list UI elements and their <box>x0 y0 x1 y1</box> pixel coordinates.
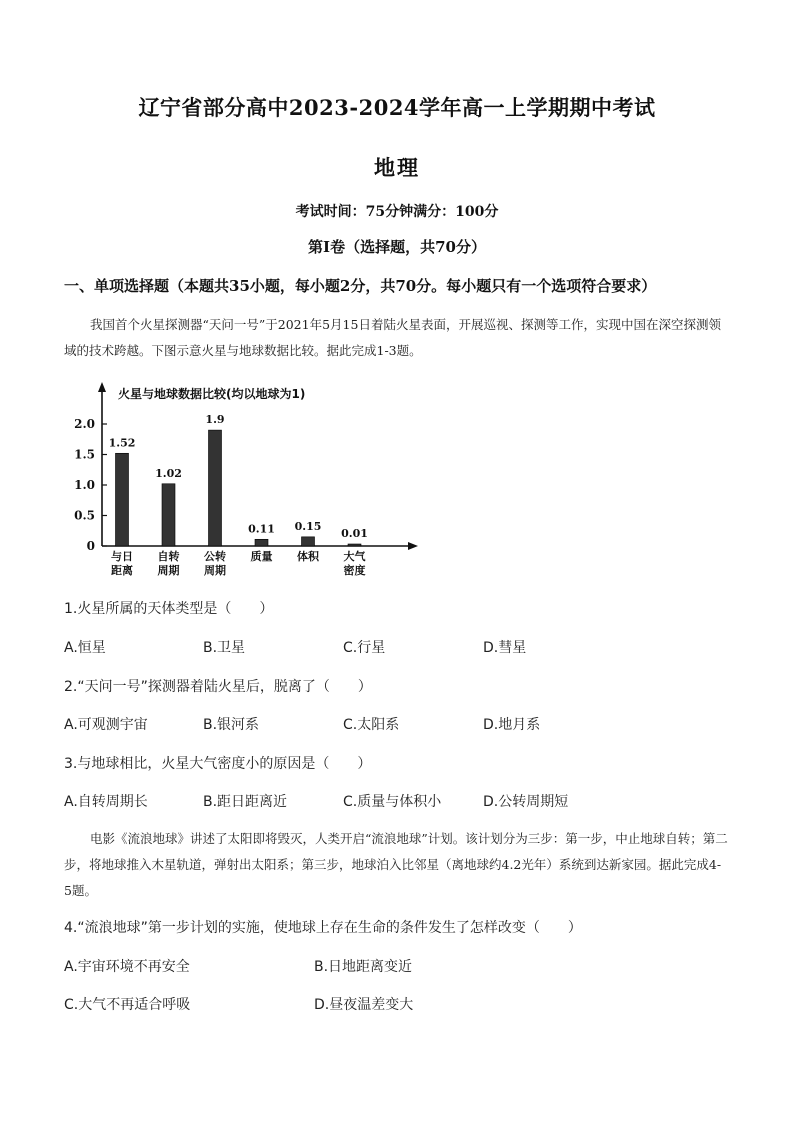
volume-heading: 第Ⅰ卷（选择题，共70分） <box>308 238 486 256</box>
x-label-4-line-1: 质量 <box>250 550 273 563</box>
q3-option-c[interactable]: C.质量与体积小 <box>343 794 442 810</box>
exam-title: 辽宁省部分高中2023-2024学年高一上学期期中考试 <box>138 95 656 120</box>
value-label-6: 0.01 <box>341 527 368 540</box>
x-label-2-line-1: 自转 <box>157 550 180 563</box>
q2-option-c[interactable]: C.太阳系 <box>343 717 400 733</box>
y-axis-arrow <box>98 382 106 392</box>
q3-option-d[interactable]: D.公转周期短 <box>483 794 569 810</box>
value-label-3: 1.9 <box>205 413 225 427</box>
subject-title: 地理 <box>374 155 420 180</box>
y-tick-label: 0.5 <box>74 508 95 523</box>
x-label-3-line-1: 公转 <box>204 550 226 563</box>
q4-option-d[interactable]: D.昼夜温差变大 <box>314 997 414 1013</box>
bar-6 <box>348 544 361 546</box>
question-2-stem: 2.“天问一号”探测器着陆火星后，脱离了（ ） <box>64 679 372 695</box>
q2-option-b[interactable]: B.银河系 <box>203 717 260 733</box>
x-axis-arrow <box>408 542 418 550</box>
question-1-stem: 1.火星所属的天体类型是（ ） <box>64 601 274 617</box>
q4-option-c[interactable]: C.大气不再适合呼吸 <box>64 997 191 1013</box>
x-label-6-line-2: 密度 <box>343 564 366 576</box>
x-label-2-line-2: 周期 <box>157 564 180 576</box>
q1-option-c[interactable]: C.行星 <box>343 640 386 656</box>
exam-info: 考试时间：75分钟满分：100分 <box>295 204 499 220</box>
q1-option-b[interactable]: B.卫星 <box>203 640 246 656</box>
x-label-6-line-1: 大气 <box>343 550 366 563</box>
bars <box>116 430 362 546</box>
x-labels <box>111 549 366 576</box>
q2-option-a[interactable]: A.可观测宇宙 <box>64 717 148 733</box>
y-tick-label: 2.0 <box>74 417 95 431</box>
q3-option-a[interactable]: A.自转周期长 <box>64 794 148 810</box>
q2-option-d[interactable]: D.地月系 <box>483 717 541 733</box>
q3-option-b[interactable]: B.距日距离近 <box>203 794 288 810</box>
x-label-1-line-1: 与日 <box>111 550 133 563</box>
value-label-2: 1.02 <box>155 466 182 480</box>
value-label-4: 0.11 <box>248 522 275 536</box>
mars-earth-chart <box>66 376 432 576</box>
value-labels <box>109 413 368 540</box>
y-tick-label: 0 <box>86 539 95 553</box>
bar-3 <box>209 430 222 546</box>
question-4-stem: 4.“流浪地球”第一步计划的实施，使地球上存在生命的条件发生了怎样改变（ ） <box>64 920 582 936</box>
question-3-stem: 3.与地球相比，火星大气密度小的原因是（ ） <box>64 756 372 772</box>
passage-wandering-earth: 电影《流浪地球》讲述了太阳即将毁灭，人类开启“流浪地球”计划。该计划分为三步：第一步，中止地球自转；第二步，将地球推入木星轨道，弹射出太阳系；第三步，地球泊入比邻星（离地球约4.2光年）系统到达新家园。据此完成4-5题。 <box>64 831 728 898</box>
q1-option-a[interactable]: A.恒星 <box>64 640 106 656</box>
x-label-5-line-1: 体积 <box>297 550 319 563</box>
x-label-1-line-2: 距离 <box>111 564 133 576</box>
bar-1 <box>116 453 129 546</box>
y-tick-label: 1.0 <box>74 478 95 492</box>
bar-2 <box>162 484 175 546</box>
bar-4 <box>255 539 268 546</box>
section-heading: 一、单项选择题（本题共35小题，每小题2分，共70分。每小题只有一个选项符合要求） <box>64 277 657 295</box>
value-label-1: 1.52 <box>108 436 136 450</box>
passage-mars: 我国首个火星探测器“天问一号”于2021年5月15日着陆火星表面，开展巡视、探测等工作，实现中国在深空探测领域的技术跨越。下图示意火星与地球数据比较。据此完成1-3题。 <box>64 317 721 358</box>
value-label-5: 0.15 <box>294 519 322 533</box>
x-label-3-line-2: 周期 <box>204 564 226 576</box>
chart-title: 火星与地球数据比较(均以地球为1) <box>118 387 306 401</box>
q1-option-d[interactable]: D.彗星 <box>483 640 527 656</box>
q4-option-a[interactable]: A.宇宙环境不再安全 <box>64 959 190 975</box>
bar-5 <box>302 537 315 546</box>
y-tick-label: 1.5 <box>74 447 95 462</box>
q4-option-b[interactable]: B.日地距离变近 <box>314 959 413 975</box>
